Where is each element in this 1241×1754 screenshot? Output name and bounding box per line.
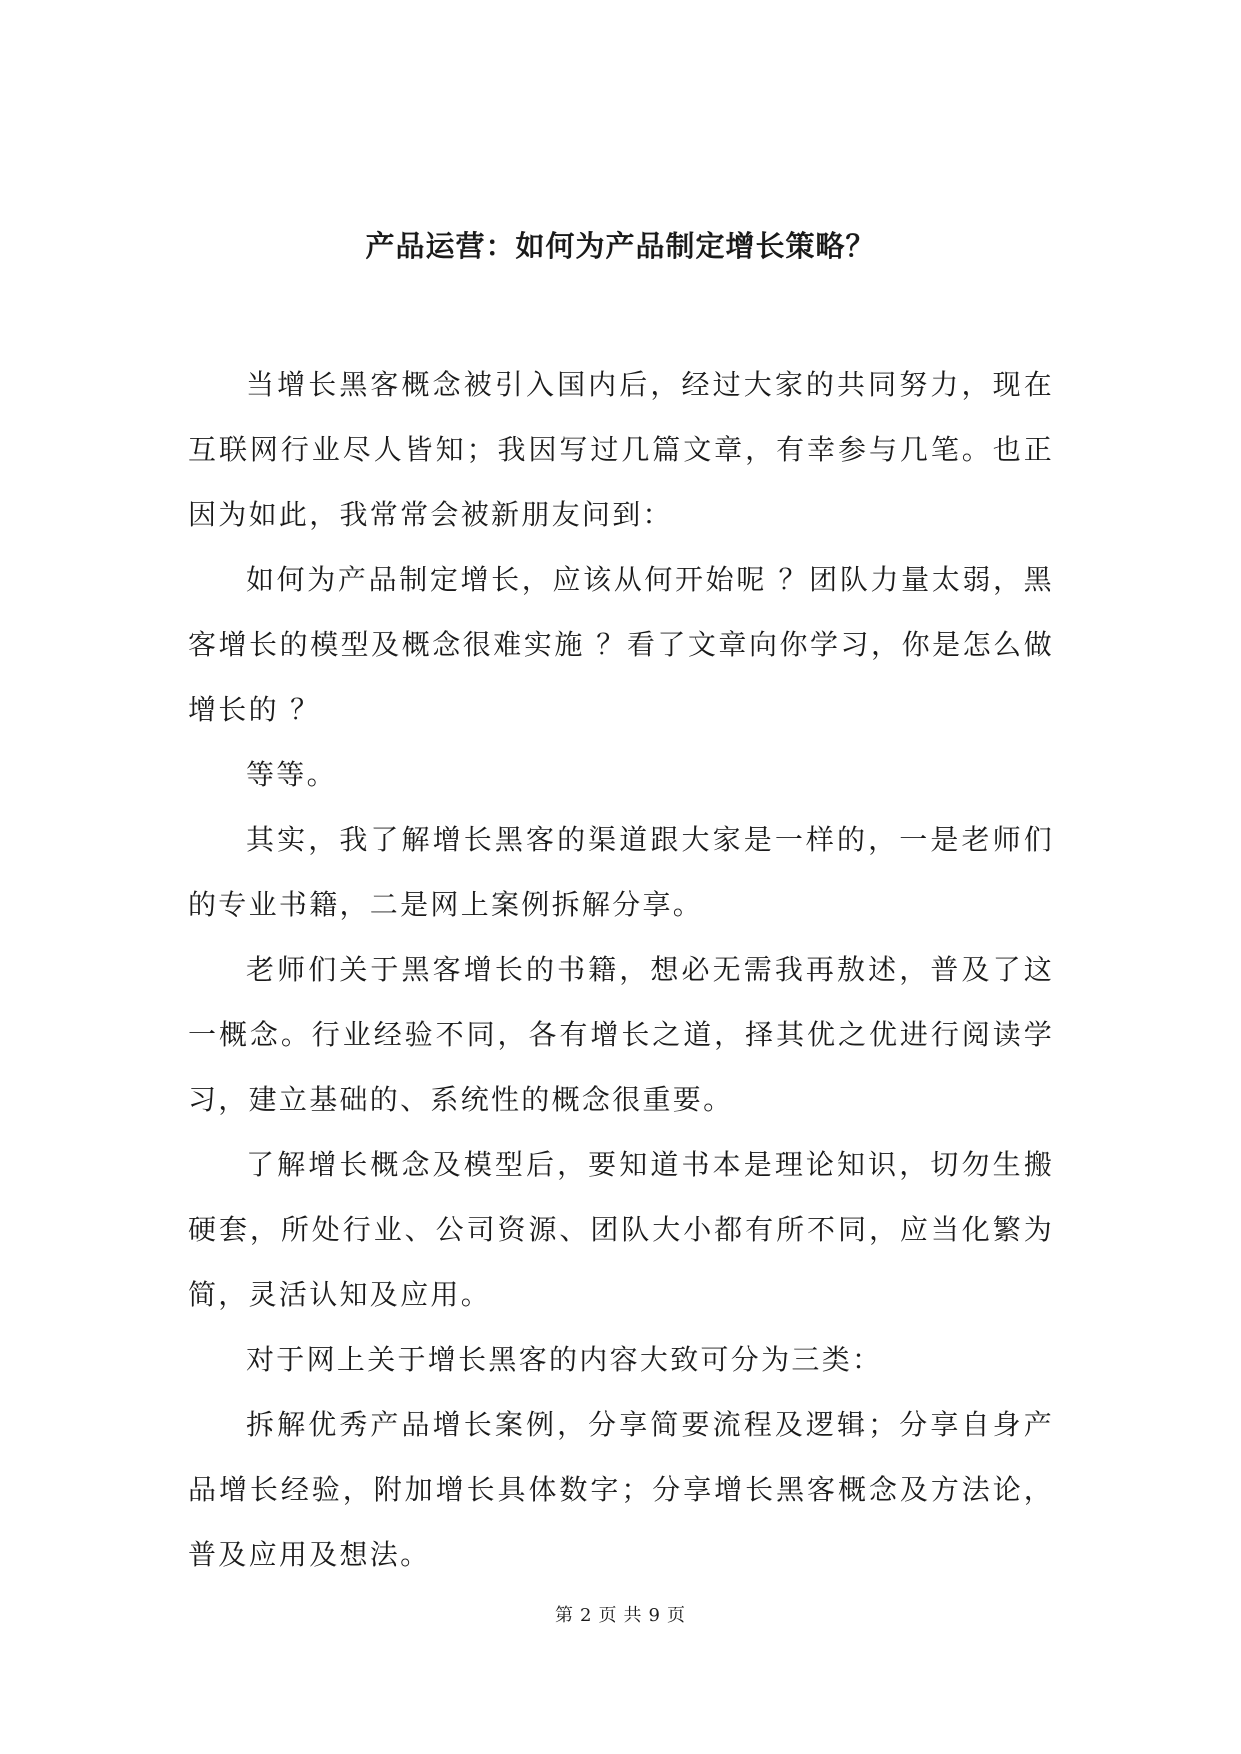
paragraph-8: 拆解优秀产品增长案例，分享简要流程及逻辑；分享自身产品增长经验，附加增长具体数字；分享增长黑客概念及方法论，普及应用及想法。 (188, 1408, 1054, 1571)
paragraph-4: 其实，我了解增长黑客的渠道跟大家是一样的，一是老师们的专业书籍，二是网上案例拆解分享。 (188, 823, 1054, 921)
footer-prefix: 第 (555, 1605, 575, 1626)
paragraph-2: 如何为产品制定增长，应该从何开始呢 ？团队力量太弱，黑客增长的模型及概念很难实施 ？看了文章向你学习，你是怎么做增长的 ？ (188, 563, 1054, 726)
footer-total-pages: 9 (648, 1605, 661, 1626)
footer-page-word: 页 (598, 1605, 618, 1626)
page-footer (0, 1604, 1241, 1628)
paragraph-3: 等等。 (246, 758, 337, 791)
footer-total-word: 共 (623, 1605, 643, 1626)
paragraph-1: 当增长黑客概念被引入国内后，经过大家的共同努力，现在互联网行业尽人皆知；我因写过几篇文章，有幸参与几笔。也正因为如此，我常常会被新朋友问到： (188, 368, 1054, 531)
paragraph-7: 对于网上关于增长黑客的内容大致可分为三类： (246, 1343, 883, 1376)
paragraph-6: 了解增长概念及模型后，要知道书本是理论知识，切勿生搬硬套，所处行业、公司资源、团队大小都有所不同，应当化繁为简，灵活认知及应用。 (188, 1148, 1054, 1311)
paragraph-5: 老师们关于黑客增长的书籍，想必无需我再敖述，普及了这一概念。行业经验不同，各有增长之道，择其优之优进行阅读学习，建立基础的、系统性的概念很重要。 (188, 953, 1054, 1116)
document-title: 产品运营：如何为产品制定增长策略？ (365, 229, 876, 263)
document-body (188, 352, 1054, 1587)
footer-suffix: 页 (666, 1605, 686, 1626)
footer-current-page: 2 (580, 1605, 593, 1626)
